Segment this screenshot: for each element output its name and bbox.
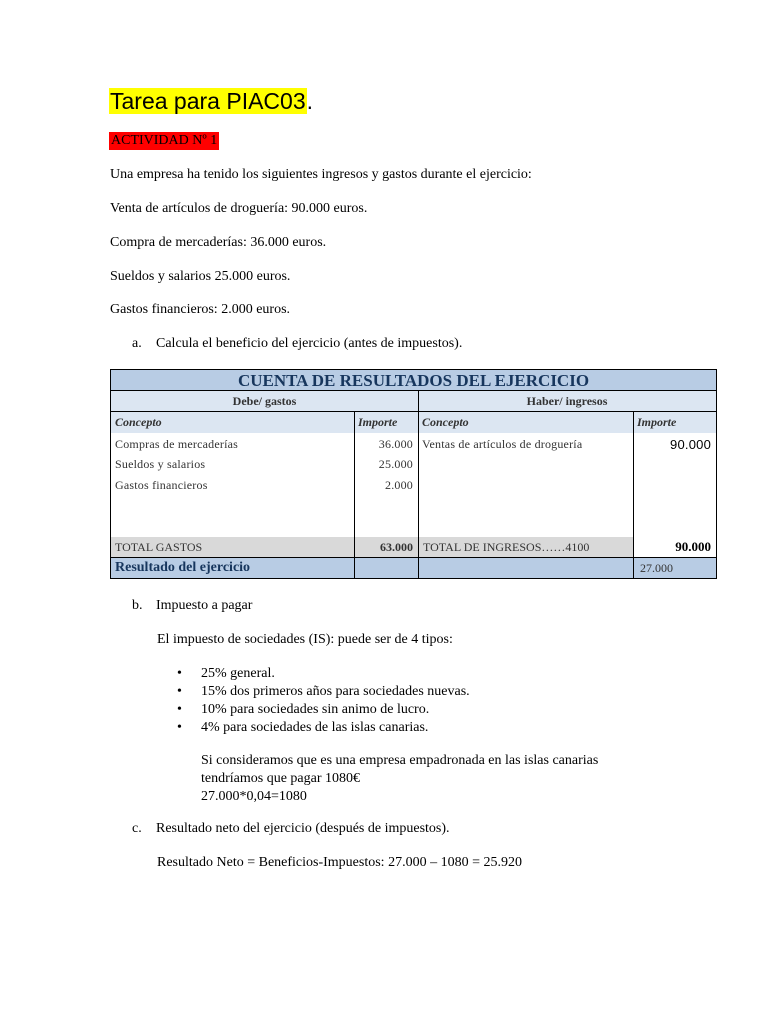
title-period: . [306, 88, 314, 114]
resultado-empty-cell [354, 557, 418, 578]
bullet-text: 15% dos primeros años para sociedades nuevas. [201, 684, 470, 699]
debe-header: Debe/ gastos [111, 391, 418, 412]
expense-line: Sueldos y salarios 25.000 euros. [110, 269, 291, 284]
question-a [132, 335, 462, 353]
gasto-amount: 36.000 [378, 437, 413, 451]
ingreso-amount: 90.000 [670, 437, 711, 452]
col-concepto-ingresos: Concepto [418, 412, 633, 433]
bullet-item [177, 719, 428, 737]
question-b-text: Impuesto a pagar [156, 598, 253, 613]
gasto-amount: 25.000 [378, 457, 413, 471]
haber-header: Haber/ ingresos [418, 391, 716, 412]
bullet-text: 25% general. [201, 666, 275, 681]
bullet-item [177, 701, 429, 719]
question-b [132, 597, 252, 615]
ingreso-concept: Ventas de artículos de droguería [422, 437, 583, 451]
question-c [132, 820, 450, 838]
canarias-calc: 27.000*0,04=1080 [201, 789, 307, 804]
bullet-item [177, 665, 275, 683]
question-a-marker: a. [132, 336, 142, 351]
gasto-concept: Gastos financieros [115, 478, 208, 492]
total-gastos-value: 63.000 [355, 537, 418, 557]
gasto-concept: Compras de mercaderías [115, 437, 239, 451]
intro-text: Una empresa ha tenido los siguientes ingresos y gastos durante el ejercicio: [110, 167, 532, 182]
canarias-note: Si consideramos que es una empresa empadronada en las islas canarias [201, 753, 599, 768]
activity-heading: ACTIVIDAD Nº 1 [111, 133, 218, 148]
question-b-marker: b. [132, 598, 143, 613]
is-intro: El impuesto de sociedades (IS): puede ser de 4 tipos: [157, 632, 453, 647]
col-importe-ingresos: Importe [633, 412, 716, 433]
bullet-item [177, 683, 470, 701]
page-title [109, 86, 313, 116]
bullet-glyph: • [177, 720, 182, 735]
title-highlight: Tarea para PIAC03 [110, 88, 306, 114]
table-title: CUENTA DE RESULTADOS DEL EJERCICIO [111, 370, 716, 391]
gasto-concept: Sueldos y salarios [115, 457, 206, 471]
bullet-glyph: • [177, 666, 182, 681]
resultado-empty-cell [418, 557, 633, 578]
resultado-value: 27.000 [633, 557, 716, 578]
question-c-marker: c. [132, 821, 142, 836]
question-c-text: Resultado neto del ejercicio (después de impuestos). [156, 821, 450, 836]
income-statement-table [110, 369, 717, 579]
bullet-glyph: • [177, 684, 182, 699]
total-ingresos-label: TOTAL DE INGRESOS……4100 [419, 537, 633, 557]
expense-line: Compra de mercaderías: 36.000 euros. [110, 235, 327, 250]
resultado-neto: Resultado Neto = Beneficios-Impuestos: 27.000 – 1080 = 25.920 [157, 855, 522, 870]
gasto-amount: 2.000 [385, 478, 413, 492]
bullet-text: 10% para sociedades sin animo de lucro. [201, 702, 430, 717]
canarias-note: tendríamos que pagar 1080€ [201, 771, 361, 786]
bullet-glyph: • [177, 702, 182, 717]
total-gastos-label: TOTAL GASTOS [111, 537, 354, 557]
bullet-text: 4% para sociedades de las islas canarias. [201, 720, 429, 735]
resultado-label: Resultado del ejercicio [111, 557, 354, 578]
expense-line: Gastos financieros: 2.000 euros. [110, 302, 291, 317]
question-a-text: Calcula el beneficio del ejercicio (antes de impuestos). [156, 336, 463, 351]
col-concepto-gastos: Concepto [111, 412, 354, 433]
col-importe-gastos: Importe [354, 412, 418, 433]
total-ingresos-value: 90.000 [634, 537, 716, 557]
income-line: Venta de artículos de droguería: 90.000 euros. [110, 201, 368, 216]
